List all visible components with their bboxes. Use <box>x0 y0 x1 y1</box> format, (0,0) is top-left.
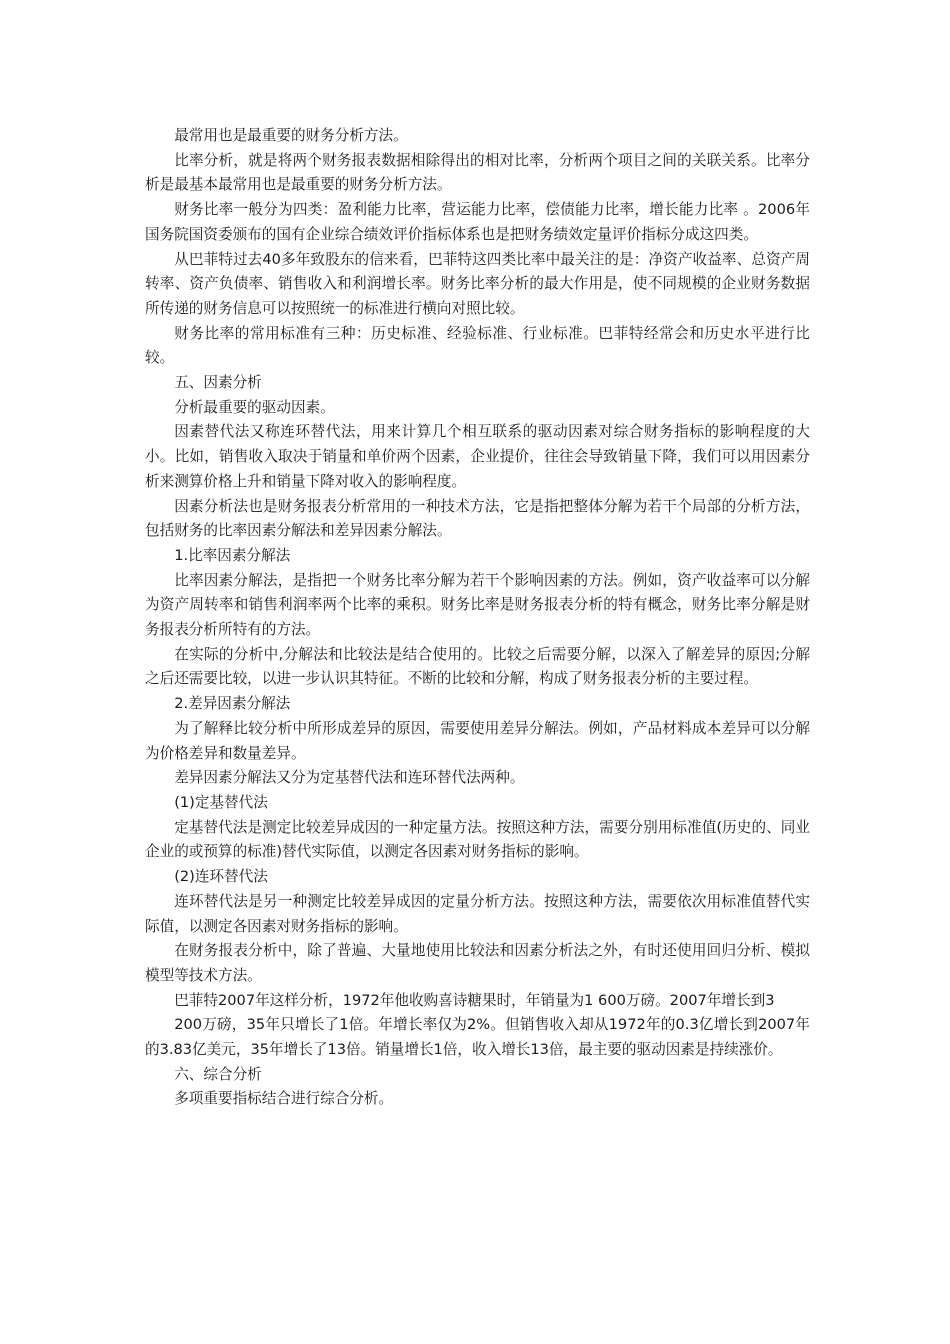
paragraph: 从巴菲特过去40多年致股东的信来看，巴菲特这四类比率中最关注的是：净资产收益率、总资产周转率、资产负债率、销售收入和利润增长率。财务比率分析的最大作用是，使不同规模的企业财务数据所传递的财务信息可以按照统一的标准进行横向对照比较。 <box>145 250 810 317</box>
paragraph: 为了解释比较分析中所形成差异的原因，需要使用差异分解法。例如，产品材料成本差异可以分解为价格差异和数量差异。 <box>145 719 810 762</box>
paragraph: 比率因素分解法，是指把一个财务比率分解为若干个影响因素的方法。例如，资产收益率可以分解为资产周转率和销售利润率两个比率的乘积。财务比率是财务报表分析的特有概念，财务比率分解是财务报表分析所特有的方法。 <box>145 571 810 639</box>
subsection-heading: 2.差异因素分解法 <box>174 695 291 713</box>
paragraph: 巴菲特2007年这样分析，1972年他收购喜诗糖果时，年销量为1 600万磅。2007年增长到3 <box>174 991 775 1009</box>
section-heading: 五、因素分析 <box>174 374 262 392</box>
paragraph: 分析最重要的驱动因素。 <box>174 398 335 416</box>
subsection-heading: (2)连环替代法 <box>174 868 268 886</box>
paragraph: 差异因素分解法又分为定基替代法和连环替代法两种。 <box>174 769 525 787</box>
paragraph: 200万磅，35年只增长了1倍。年增长率仅为2%。但销售收入却从1972年的0.3亿增长到2007年的3.83亿美元，35年增长了13倍。销量增长1倍，收入增长13倍，最主要的驱动因素是持续涨价。 <box>145 1016 810 1059</box>
subsection-heading: (1)定基替代法 <box>174 793 268 811</box>
paragraph: 财务比率一般分为四类：盈利能力比率，营运能力比率，偿债能力比率，增长能力比率 。2006年国务院国资委颁布的国有企业综合绩效评价指标体系也是把财务绩效定量评价指标分成这四类。 <box>145 201 810 243</box>
section-heading: 六、综合分析 <box>174 1065 262 1083</box>
paragraph: 因素分析法也是财务报表分析常用的一种技术方法，它是指把整体分解为若干个局部的分析方法，包括财务的比率因素分解法和差异因素分解法。 <box>145 497 810 540</box>
paragraph: 财务比率的常用标准有三种：历史标准、经验标准、行业标准。巴菲特经常会和历史水平进行比较。 <box>145 324 810 367</box>
paragraph: 最常用也是最重要的财务分析方法。 <box>174 127 408 144</box>
paragraph: 定基替代法是测定比较差异成因的一种定量方法。按照这种方法，需要分别用标准值(历史的、同业企业的或预算的标准)替代实际值，以测定各因素对财务指标的影响。 <box>145 818 810 861</box>
paragraph: 在财务报表分析中，除了普遍、大量地使用比较法和因素分析法之外，有时还使用回归分析、模拟模型等技术方法。 <box>145 942 810 984</box>
paragraph: 因素替代法又称连环替代法，用来计算几个相互联系的驱动因素对综合财务指标的影响程度的大小。比如，销售收入取决于销量和单价两个因素，企业提价，往往会导致销量下降，我们可以用因素分析来测算价格上升和销量下降对收入的影响程度。 <box>145 423 810 490</box>
paragraph: 在实际的分析中,分解法和比较法是结合使用的。比较之后需要分解，以深入了解差异的原因;分解之后还需要比较，以进一步认识其特征。不断的比较和分解，构成了财务报表分析的主要过程。 <box>145 645 810 688</box>
subsection-heading: 1.比率因素分解法 <box>174 546 291 564</box>
document-body <box>145 124 810 1112</box>
paragraph: 连环替代法是另一种测定比较差异成因的定量分析方法。按照这种方法，需要依次用标准值替代实际值，以测定各因素对财务指标的影响。 <box>145 892 810 935</box>
paragraph: 多项重要指标结合进行综合分析。 <box>174 1090 394 1108</box>
paragraph: 比率分析，就是将两个财务报表数据相除得出的相对比率，分析两个项目之间的关联关系。比率分析是最基本最常用也是最重要的财务分析方法。 <box>145 151 810 194</box>
